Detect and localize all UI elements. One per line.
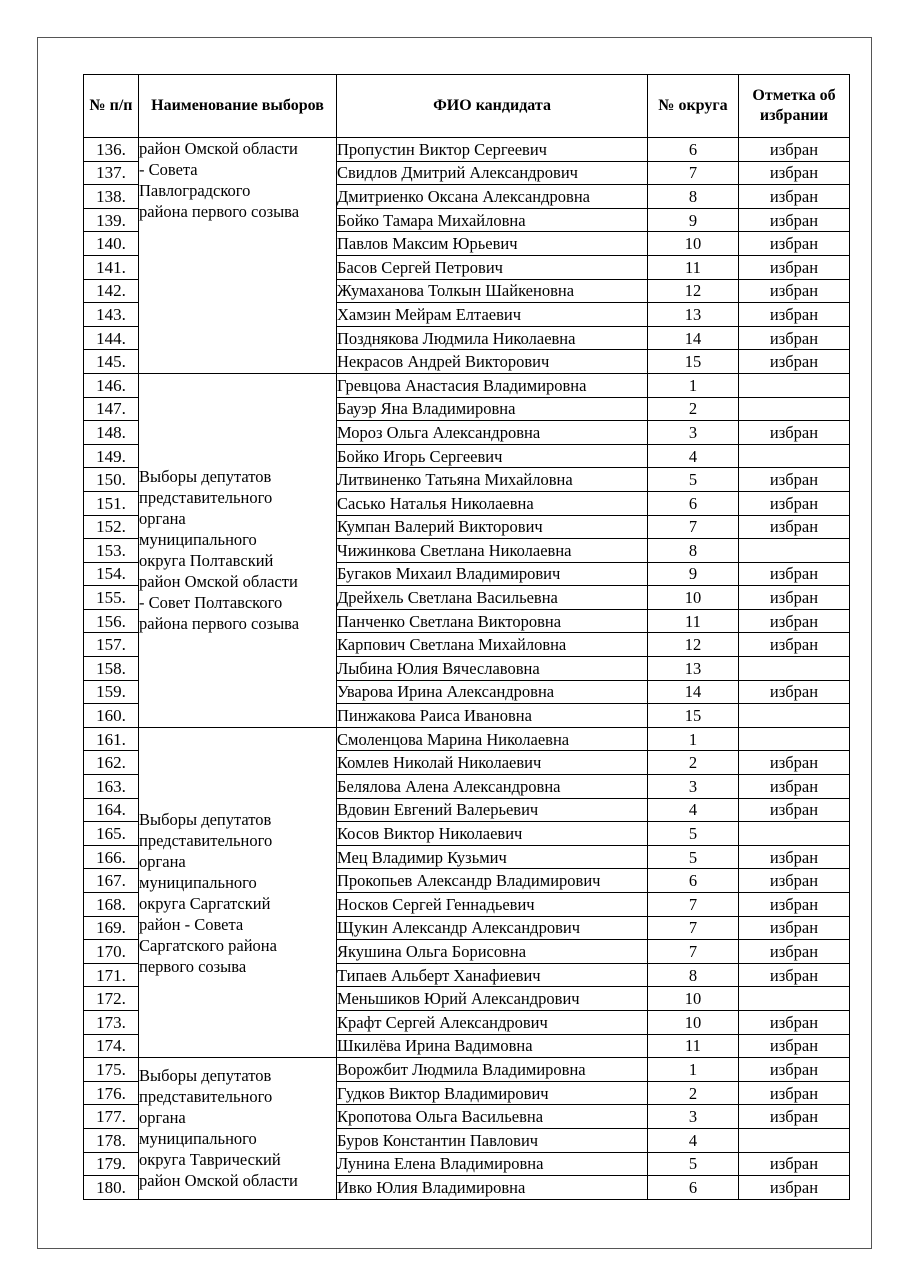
elected-mark	[739, 987, 850, 1011]
row-number: 172.	[84, 987, 139, 1011]
elected-mark: избран	[739, 869, 850, 893]
elected-mark: избран	[739, 326, 850, 350]
elected-mark: избран	[739, 751, 850, 775]
elected-mark	[739, 657, 850, 681]
elected-mark: избран	[739, 232, 850, 256]
elected-mark: избран	[739, 468, 850, 492]
candidate-name: Бойко Тамара Михайловна	[337, 208, 648, 232]
district-number: 2	[648, 751, 739, 775]
row-number: 146.	[84, 373, 139, 397]
row-number: 163.	[84, 775, 139, 799]
row-number: 171.	[84, 963, 139, 987]
candidate-name: Смоленцова Марина Николаевна	[337, 727, 648, 751]
row-number: 159.	[84, 680, 139, 704]
district-number: 11	[648, 255, 739, 279]
district-number: 3	[648, 421, 739, 445]
row-number: 144.	[84, 326, 139, 350]
candidate-name: Павлов Максим Юрьевич	[337, 232, 648, 256]
district-number: 4	[648, 798, 739, 822]
district-number: 14	[648, 680, 739, 704]
row-number: 142.	[84, 279, 139, 303]
results-table	[83, 74, 850, 1200]
row-number: 180.	[84, 1176, 139, 1200]
row-number: 179.	[84, 1152, 139, 1176]
elected-mark: избран	[739, 279, 850, 303]
candidate-name: Шкилёва Ирина Вадимовна	[337, 1034, 648, 1058]
candidate-name: Крафт Сергей Александрович	[337, 1010, 648, 1034]
elected-mark: избран	[739, 350, 850, 374]
row-number: 155.	[84, 586, 139, 610]
row-number: 160.	[84, 704, 139, 728]
district-number: 8	[648, 963, 739, 987]
header-candidate: ФИО кандидата	[337, 75, 648, 138]
election-name-cell	[139, 727, 337, 1057]
district-number: 8	[648, 185, 739, 209]
election-name: район Омской области - Совета Павлоградского района первого созыва	[139, 139, 300, 221]
row-number: 154.	[84, 562, 139, 586]
header-election: Наименование выборов	[139, 75, 337, 138]
candidate-name: Кропотова Ольга Васильевна	[337, 1105, 648, 1129]
district-number: 7	[648, 515, 739, 539]
candidate-name: Свидлов Дмитрий Александрович	[337, 161, 648, 185]
candidate-name: Щукин Александр Александрович	[337, 916, 648, 940]
row-number: 164.	[84, 798, 139, 822]
elected-mark: избран	[739, 963, 850, 987]
district-number: 6	[648, 869, 739, 893]
district-number: 6	[648, 1176, 739, 1200]
row-number: 161.	[84, 727, 139, 751]
candidate-name: Пропустин Виктор Сергеевич	[337, 138, 648, 162]
district-number: 5	[648, 822, 739, 846]
row-number: 165.	[84, 822, 139, 846]
district-number: 9	[648, 208, 739, 232]
candidate-name: Кумпан Валерий Викторович	[337, 515, 648, 539]
district-number: 5	[648, 1152, 739, 1176]
district-number: 10	[648, 987, 739, 1011]
elected-mark	[739, 727, 850, 751]
row-number: 174.	[84, 1034, 139, 1058]
row-number: 143.	[84, 303, 139, 327]
row-number: 170.	[84, 940, 139, 964]
header-elected: Отметка об избрании	[739, 75, 850, 138]
district-number: 5	[648, 845, 739, 869]
candidate-name: Карпович Светлана Михайловна	[337, 633, 648, 657]
candidate-name: Косов Виктор Николаевич	[337, 822, 648, 846]
election-name-cell	[139, 1058, 337, 1200]
row-number: 147.	[84, 397, 139, 421]
candidate-name: Басов Сергей Петрович	[337, 255, 648, 279]
elected-mark	[739, 444, 850, 468]
district-number: 7	[648, 893, 739, 917]
candidate-name: Хамзин Мейрам Елтаевич	[337, 303, 648, 327]
row-number: 158.	[84, 657, 139, 681]
district-number: 3	[648, 1105, 739, 1129]
elected-mark: избран	[739, 775, 850, 799]
district-number: 4	[648, 1128, 739, 1152]
district-number: 10	[648, 586, 739, 610]
district-number: 3	[648, 775, 739, 799]
table-row	[84, 138, 850, 162]
row-number: 137.	[84, 161, 139, 185]
candidate-name: Ворожбит Людмила Владимировна	[337, 1058, 648, 1082]
candidate-name: Пинжакова Раиса Ивановна	[337, 704, 648, 728]
district-number: 8	[648, 539, 739, 563]
row-number: 148.	[84, 421, 139, 445]
row-number: 178.	[84, 1128, 139, 1152]
candidate-name: Сасько Наталья Николаевна	[337, 491, 648, 515]
elected-mark: избран	[739, 940, 850, 964]
district-number: 9	[648, 562, 739, 586]
district-number: 1	[648, 373, 739, 397]
elected-mark	[739, 1128, 850, 1152]
elected-mark: избран	[739, 185, 850, 209]
candidate-name: Позднякова Людмила Николаевна	[337, 326, 648, 350]
row-number: 166.	[84, 845, 139, 869]
row-number: 140.	[84, 232, 139, 256]
row-number: 168.	[84, 893, 139, 917]
row-number: 177.	[84, 1105, 139, 1129]
elected-mark	[739, 539, 850, 563]
candidate-name: Дрейхель Светлана Васильевна	[337, 586, 648, 610]
district-number: 7	[648, 916, 739, 940]
elected-mark: избран	[739, 680, 850, 704]
elected-mark	[739, 704, 850, 728]
candidate-name: Ивко Юлия Владимировна	[337, 1176, 648, 1200]
district-number: 14	[648, 326, 739, 350]
elected-mark: избран	[739, 845, 850, 869]
elected-mark: избран	[739, 303, 850, 327]
elected-mark: избран	[739, 491, 850, 515]
candidate-name: Вдовин Евгений Валерьевич	[337, 798, 648, 822]
elected-mark: избран	[739, 1010, 850, 1034]
candidate-name: Жумаханова Толкын Шайкеновна	[337, 279, 648, 303]
elected-mark: избран	[739, 1034, 850, 1058]
elected-mark: избран	[739, 138, 850, 162]
district-number: 5	[648, 468, 739, 492]
row-number: 141.	[84, 255, 139, 279]
elected-mark: избран	[739, 421, 850, 445]
district-number: 4	[648, 444, 739, 468]
row-number: 151.	[84, 491, 139, 515]
row-number: 169.	[84, 916, 139, 940]
candidate-name: Меньшиков Юрий Александрович	[337, 987, 648, 1011]
election-name: Выборы депутатов представительного органа муниципального округа Полтавский район Омской области - Совет Полтавского района первого созыва	[139, 467, 300, 634]
row-number: 150.	[84, 468, 139, 492]
table-body	[84, 138, 850, 1200]
elected-mark: избран	[739, 609, 850, 633]
row-number: 138.	[84, 185, 139, 209]
election-name: Выборы депутатов представительного органа муниципального округа Саргатский район - Совета Саргатского района первого созыва	[139, 809, 277, 976]
district-number: 2	[648, 1081, 739, 1105]
district-number: 12	[648, 279, 739, 303]
candidate-name: Чижинкова Светлана Николаевна	[337, 539, 648, 563]
row-number: 149.	[84, 444, 139, 468]
table-row	[84, 1058, 850, 1082]
header-num: № п/п	[84, 75, 139, 138]
candidate-name: Прокопьев Александр Владимирович	[337, 869, 648, 893]
elected-mark: избран	[739, 1152, 850, 1176]
elected-mark: избран	[739, 208, 850, 232]
candidate-name: Типаев Альберт Ханафиевич	[337, 963, 648, 987]
district-number: 11	[648, 609, 739, 633]
row-number: 145.	[84, 350, 139, 374]
candidate-name: Панченко Светлана Викторовна	[337, 609, 648, 633]
candidate-name: Лунина Елена Владимировна	[337, 1152, 648, 1176]
candidate-name: Буров Константин Павлович	[337, 1128, 648, 1152]
candidate-name: Бауэр Яна Владимировна	[337, 397, 648, 421]
candidate-name: Мороз Ольга Александровна	[337, 421, 648, 445]
candidate-name: Белялова Алена Александровна	[337, 775, 648, 799]
elected-mark: избран	[739, 798, 850, 822]
district-number: 2	[648, 397, 739, 421]
row-number: 156.	[84, 609, 139, 633]
table-row	[84, 727, 850, 751]
candidate-name: Уварова Ирина Александровна	[337, 680, 648, 704]
candidate-name: Гревцова Анастасия Владимировна	[337, 373, 648, 397]
row-number: 167.	[84, 869, 139, 893]
row-number: 153.	[84, 539, 139, 563]
district-number: 12	[648, 633, 739, 657]
candidate-name: Бугаков Михаил Владимирович	[337, 562, 648, 586]
district-number: 7	[648, 940, 739, 964]
candidate-name: Некрасов Андрей Викторович	[337, 350, 648, 374]
candidate-name: Комлев Николай Николаевич	[337, 751, 648, 775]
elected-mark: избран	[739, 1105, 850, 1129]
row-number: 136.	[84, 138, 139, 162]
row-number: 162.	[84, 751, 139, 775]
elected-mark: избран	[739, 1058, 850, 1082]
elected-mark: избран	[739, 515, 850, 539]
elected-mark: избран	[739, 633, 850, 657]
candidate-name: Дмитриенко Оксана Александровна	[337, 185, 648, 209]
elected-mark: избран	[739, 255, 850, 279]
district-number: 10	[648, 232, 739, 256]
district-number: 11	[648, 1034, 739, 1058]
elected-mark: избран	[739, 893, 850, 917]
candidate-name: Литвиненко Татьяна Михайловна	[337, 468, 648, 492]
elected-mark: избран	[739, 1176, 850, 1200]
elected-mark: избран	[739, 161, 850, 185]
district-number: 1	[648, 727, 739, 751]
candidate-name: Якушина Ольга Борисовна	[337, 940, 648, 964]
elected-mark	[739, 822, 850, 846]
district-number: 13	[648, 303, 739, 327]
row-number: 173.	[84, 1010, 139, 1034]
row-number: 175.	[84, 1058, 139, 1082]
row-number: 139.	[84, 208, 139, 232]
district-number: 15	[648, 350, 739, 374]
district-number: 10	[648, 1010, 739, 1034]
row-number: 176.	[84, 1081, 139, 1105]
district-number: 6	[648, 491, 739, 515]
election-name-cell	[139, 138, 337, 374]
elected-mark: избран	[739, 562, 850, 586]
district-number: 15	[648, 704, 739, 728]
elected-mark: избран	[739, 916, 850, 940]
elected-mark	[739, 373, 850, 397]
elected-mark: избран	[739, 1081, 850, 1105]
candidate-name: Мец Владимир Кузьмич	[337, 845, 648, 869]
district-number: 7	[648, 161, 739, 185]
election-name: Выборы депутатов представительного органа муниципального округа Таврический район Омской области	[139, 1066, 298, 1191]
row-number: 152.	[84, 515, 139, 539]
elected-mark: избран	[739, 586, 850, 610]
candidate-name: Бойко Игорь Сергеевич	[337, 444, 648, 468]
row-number: 157.	[84, 633, 139, 657]
district-number: 6	[648, 138, 739, 162]
table-header-row	[84, 75, 850, 138]
header-district: № округа	[648, 75, 739, 138]
table-row	[84, 373, 850, 397]
elected-mark	[739, 397, 850, 421]
candidate-name: Гудков Виктор Владимирович	[337, 1081, 648, 1105]
candidate-name: Лыбина Юлия Вячеславовна	[337, 657, 648, 681]
district-number: 13	[648, 657, 739, 681]
district-number: 1	[648, 1058, 739, 1082]
candidate-name: Носков Сергей Геннадьевич	[337, 893, 648, 917]
election-name-cell	[139, 373, 337, 727]
